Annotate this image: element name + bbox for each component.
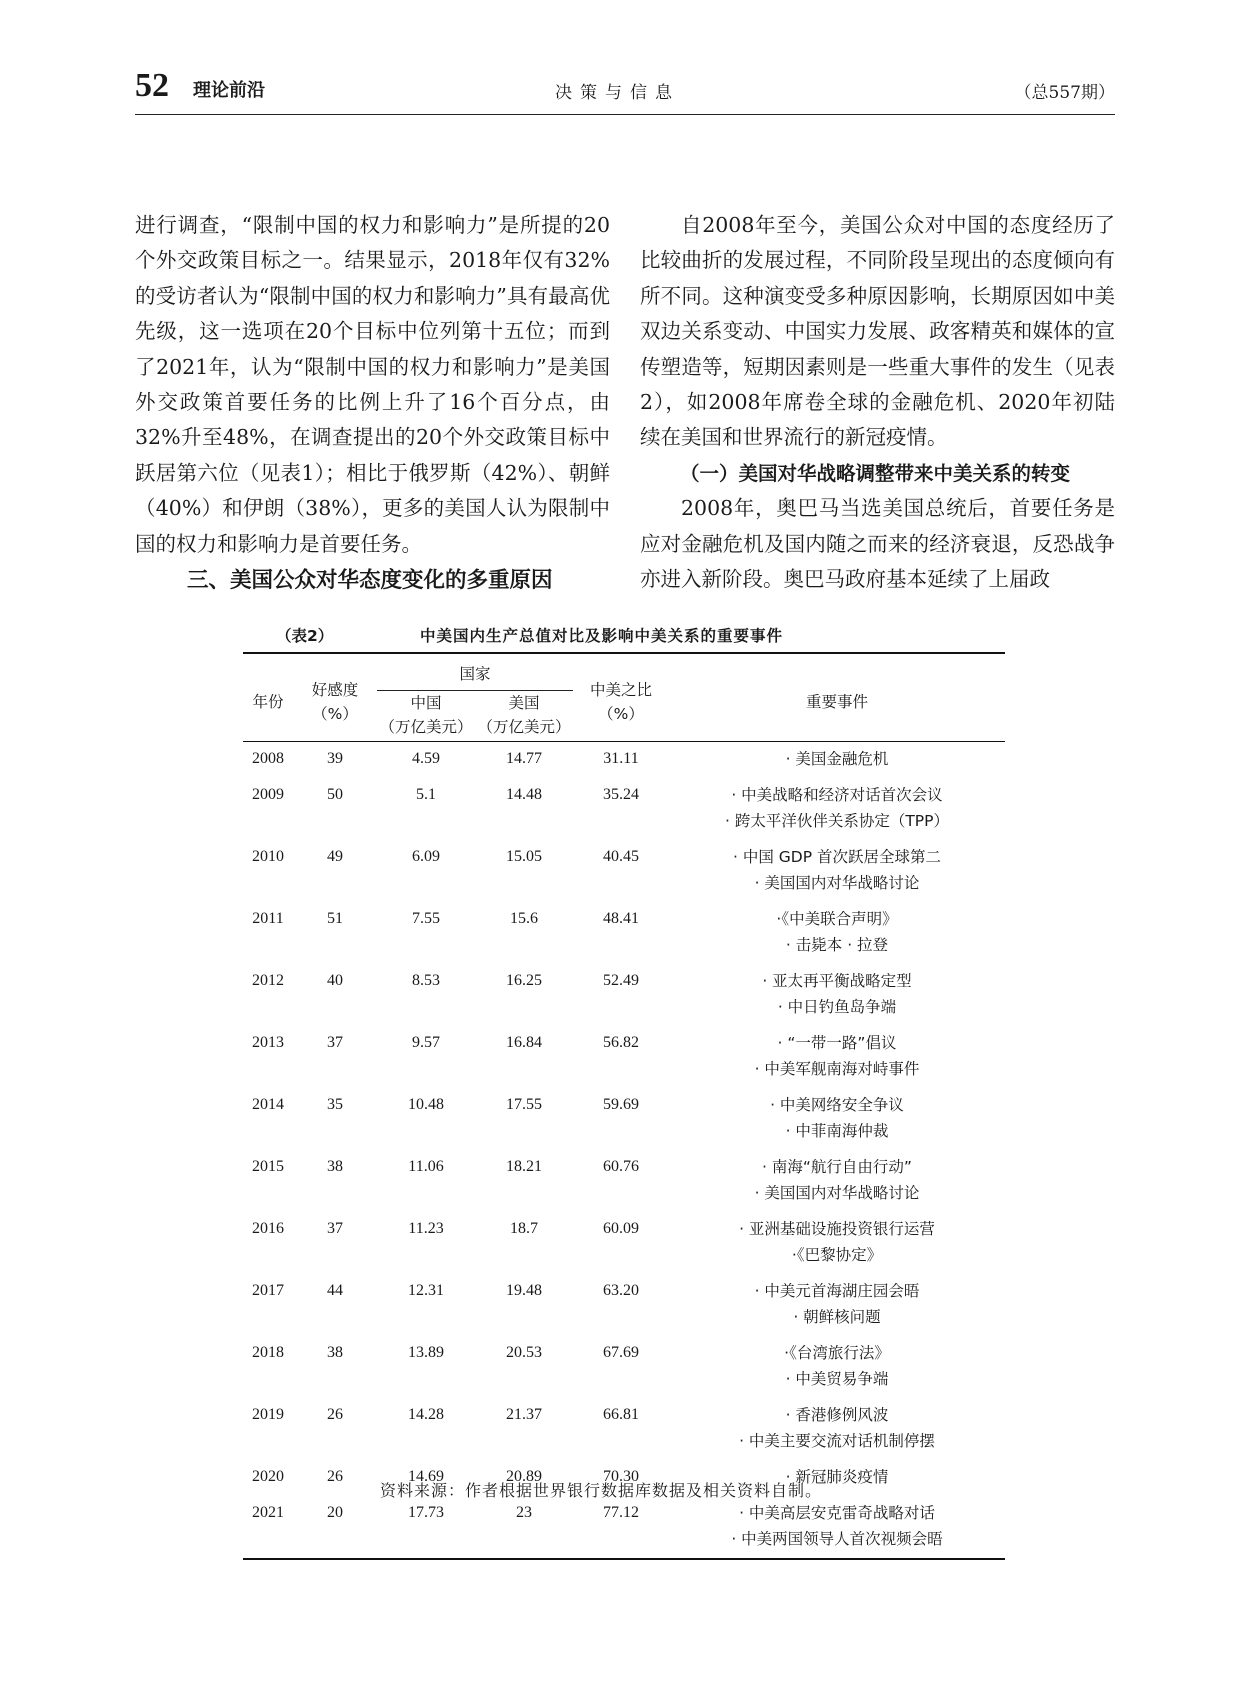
event-item: · “一带一路”倡议 xyxy=(777,1034,897,1052)
event-item: · 中美军舰南海对峙事件 xyxy=(754,1060,920,1078)
cell-china-gdp: 9.57 xyxy=(412,1034,440,1051)
right-column xyxy=(640,208,1115,597)
event-item: ·《中美联合声明》 xyxy=(776,910,898,928)
event-item: · 新冠肺炎疫情 xyxy=(785,1468,889,1486)
cell-china-gdp: 11.23 xyxy=(408,1220,444,1237)
table-row xyxy=(243,1212,1005,1274)
cell-year: 2021 xyxy=(252,1504,284,1521)
event-item: · 南海“航行自由行动” xyxy=(762,1158,912,1176)
cell-favor: 40 xyxy=(327,972,343,989)
cell-usa-gdp: 16.25 xyxy=(506,972,542,989)
cell-year: 2010 xyxy=(252,848,284,865)
journal-title: 决策与信息 xyxy=(555,83,680,103)
header-ratio: 中美之比 （%） xyxy=(573,653,669,742)
header-events: 重要事件 xyxy=(669,653,1005,742)
cell-usa-gdp: 23 xyxy=(516,1504,532,1521)
cell-usa-gdp: 18.21 xyxy=(506,1158,542,1175)
cell-china-gdp: 11.06 xyxy=(408,1158,444,1175)
cell-ratio: 67.69 xyxy=(603,1344,639,1361)
cell-year: 2012 xyxy=(252,972,284,989)
cell-china-gdp: 14.69 xyxy=(408,1468,444,1485)
cell-usa-gdp: 21.37 xyxy=(506,1406,542,1423)
cell-favor: 37 xyxy=(327,1034,343,1051)
cell-usa-gdp: 14.48 xyxy=(506,786,542,803)
cell-events xyxy=(669,964,1005,1026)
cell-china-gdp: 8.53 xyxy=(412,972,440,989)
cell-china-gdp: 17.73 xyxy=(408,1504,444,1521)
cell-usa-gdp: 16.84 xyxy=(506,1034,542,1051)
left-column xyxy=(135,208,610,599)
cell-favor: 49 xyxy=(327,848,343,865)
cell-china-gdp: 5.1 xyxy=(416,786,436,803)
cell-favor: 38 xyxy=(327,1344,343,1361)
cell-year: 2017 xyxy=(252,1282,284,1299)
body-paragraph: 进行调查，“限制中国的权力和影响力”是所提的20个外交政策目标之一。结果显示，2018年仅有32%的受访者认为“限制中国的权力和影响力”具有最高优先级，这一选项在20个目标中位列第十五位；而到了2021年，认为“限制中国的权力和影响力”是美国外交政策首要任务的比例上升了16个百分点，由32%升至48%，在调查提出的20个外交政策目标中跃居第六位（见表1）；相比于俄罗斯（42%）、朝鲜（40%）和伊朗（38%），更多的美国人认为限制中国的权力和影响力是首要任务。 xyxy=(135,213,610,556)
cell-china-gdp: 7.55 xyxy=(412,910,440,927)
cell-favor: 26 xyxy=(327,1468,343,1485)
event-item: · 美国国内对华战略讨论 xyxy=(754,874,920,892)
cell-events xyxy=(669,1150,1005,1212)
cell-favor: 37 xyxy=(327,1220,343,1237)
cell-usa-gdp: 18.7 xyxy=(510,1220,538,1237)
cell-ratio: 48.41 xyxy=(603,910,639,927)
cell-ratio: 70.30 xyxy=(603,1468,639,1485)
cell-usa-gdp: 20.53 xyxy=(506,1344,542,1361)
issue-number: （总557期） xyxy=(1014,83,1115,103)
cell-events xyxy=(669,1398,1005,1460)
cell-events xyxy=(669,742,1005,779)
page-header xyxy=(135,66,1115,115)
cell-usa-gdp: 20.89 xyxy=(506,1468,542,1485)
event-item: · 中美战略和经济对话首次会议 xyxy=(731,786,943,804)
cell-year: 2015 xyxy=(252,1158,284,1175)
cell-year: 2014 xyxy=(252,1096,284,1113)
cell-events xyxy=(669,778,1005,840)
cell-events xyxy=(669,1212,1005,1274)
cell-china-gdp: 14.28 xyxy=(408,1406,444,1423)
subsection-heading: （一）美国对华战略调整带来中美关系的转变 xyxy=(680,461,1071,485)
cell-year: 2019 xyxy=(252,1406,284,1423)
cell-events xyxy=(669,1274,1005,1336)
cell-usa-gdp: 14.77 xyxy=(506,750,542,767)
cell-favor: 38 xyxy=(327,1158,343,1175)
cell-year: 2016 xyxy=(252,1220,284,1237)
event-item: · 跨太平洋伙伴关系协定（TPP） xyxy=(724,812,950,830)
event-item: · 中菲南海仲裁 xyxy=(785,1122,889,1140)
cell-ratio: 60.09 xyxy=(603,1220,639,1237)
event-item: ·《台湾旅行法》 xyxy=(784,1344,890,1362)
cell-ratio: 56.82 xyxy=(603,1034,639,1051)
header-china: 中国 （万亿美元） xyxy=(377,691,475,742)
cell-china-gdp: 13.89 xyxy=(408,1344,444,1361)
cell-year: 2008 xyxy=(252,750,284,767)
cell-ratio: 63.20 xyxy=(603,1282,639,1299)
cell-ratio: 66.81 xyxy=(603,1406,639,1423)
body-paragraph: 2008年，奥巴马当选美国总统后，首要任务是应对金融危机及国内随之而来的经济衰退，反恐战争亦进入新阶段。奥巴马政府基本延续了上届政 xyxy=(640,496,1115,592)
event-item: · 中美元首海湖庄园会晤 xyxy=(754,1282,920,1300)
table-row xyxy=(243,902,1005,964)
event-item: · 中美网络安全争议 xyxy=(770,1096,904,1114)
header-year: 年份 xyxy=(243,653,293,742)
table-row xyxy=(243,1398,1005,1460)
cell-year: 2013 xyxy=(252,1034,284,1051)
cell-year: 2020 xyxy=(252,1468,284,1485)
header-favor: 好感度 （%） xyxy=(293,653,377,742)
table-source-note: 资料来源：作者根据世界银行数据库数据及相关资料自制。 xyxy=(380,1481,823,1500)
cell-ratio: 31.11 xyxy=(603,750,639,767)
table-row xyxy=(243,742,1005,779)
event-item: · 中美贸易争端 xyxy=(785,1370,889,1388)
event-item: ·《巴黎协定》 xyxy=(791,1246,883,1264)
cell-favor: 20 xyxy=(327,1504,343,1521)
table-row xyxy=(243,778,1005,840)
cell-favor: 50 xyxy=(327,786,343,803)
data-table-block xyxy=(243,620,1005,1560)
table-body xyxy=(243,742,1005,1560)
event-item: · 亚洲基础设施投资银行运营 xyxy=(739,1220,935,1238)
page-number: 52 xyxy=(135,67,169,104)
cell-usa-gdp: 19.48 xyxy=(506,1282,542,1299)
cell-ratio: 77.12 xyxy=(603,1504,639,1521)
cell-events xyxy=(669,1336,1005,1398)
event-item: · 美国国内对华战略讨论 xyxy=(754,1184,920,1202)
header-country: 国家 xyxy=(377,653,573,691)
event-item: · 中美两国领导人首次视频会晤 xyxy=(731,1530,943,1548)
event-item: · 中美主要交流对话机制停摆 xyxy=(739,1432,935,1450)
cell-favor: 26 xyxy=(327,1406,343,1423)
cell-china-gdp: 4.59 xyxy=(412,750,440,767)
cell-favor: 51 xyxy=(327,910,343,927)
event-item: · 中美高层安克雷奇战略对话 xyxy=(739,1504,935,1522)
cell-year: 2018 xyxy=(252,1344,284,1361)
cell-year: 2011 xyxy=(252,910,284,927)
table-row xyxy=(243,1274,1005,1336)
table-row xyxy=(243,1496,1005,1559)
gdp-events-table xyxy=(243,652,1005,1560)
table-row xyxy=(243,1336,1005,1398)
cell-events xyxy=(669,840,1005,902)
event-item: · 亚太再平衡战略定型 xyxy=(762,972,912,990)
cell-usa-gdp: 15.05 xyxy=(506,848,542,865)
cell-china-gdp: 10.48 xyxy=(408,1096,444,1113)
table-row xyxy=(243,1150,1005,1212)
cell-usa-gdp: 17.55 xyxy=(506,1096,542,1113)
table-title: 中美国内生产总值对比及影响中美关系的重要事件 xyxy=(420,627,784,645)
cell-favor: 35 xyxy=(327,1096,343,1113)
body-paragraph: 自2008年至今，美国公众对中国的态度经历了比较曲折的发展过程，不同阶段呈现出的态度倾向有所不同。这种演变受多种原因影响，长期原因如中美双边关系变动、中国实力发展、政客精英和媒体的宣传塑造等，短期因素则是一些重大事件的发生（见表2），如2008年席卷全球的金融危机、2020年初陆续在美国和世界流行的新冠疫情。 xyxy=(640,213,1115,450)
cell-ratio: 60.76 xyxy=(603,1158,639,1175)
cell-ratio: 35.24 xyxy=(603,786,639,803)
cell-favor: 39 xyxy=(327,750,343,767)
cell-china-gdp: 6.09 xyxy=(412,848,440,865)
section-heading: 三、美国公众对华态度变化的多重原因 xyxy=(187,568,553,594)
table-row xyxy=(243,1026,1005,1088)
table-row xyxy=(243,1088,1005,1150)
cell-china-gdp: 12.31 xyxy=(408,1282,444,1299)
cell-ratio: 52.49 xyxy=(603,972,639,989)
event-item: · 朝鲜核问题 xyxy=(793,1308,881,1326)
cell-favor: 44 xyxy=(327,1282,343,1299)
table-row xyxy=(243,964,1005,1026)
cell-events xyxy=(669,1496,1005,1559)
table-label: （表2） xyxy=(276,627,334,645)
cell-events xyxy=(669,1026,1005,1088)
cell-events xyxy=(669,1088,1005,1150)
cell-usa-gdp: 15.6 xyxy=(510,910,538,927)
table-row xyxy=(243,840,1005,902)
table-caption xyxy=(243,620,1005,652)
cell-ratio: 40.45 xyxy=(603,848,639,865)
event-item: · 中日钓鱼岛争端 xyxy=(777,998,897,1016)
event-item: · 击毙本 · 拉登 xyxy=(785,936,889,954)
cell-ratio: 59.69 xyxy=(603,1096,639,1113)
header-usa: 美国 （万亿美元） xyxy=(475,691,573,742)
section-tag: 理论前沿 xyxy=(193,80,265,101)
event-item: · 美国金融危机 xyxy=(785,750,889,768)
cell-events xyxy=(669,902,1005,964)
event-item: · 中国 GDP 首次跃居全球第二 xyxy=(732,848,941,866)
event-item: · 香港修例风波 xyxy=(785,1406,889,1424)
cell-year: 2009 xyxy=(252,786,284,803)
